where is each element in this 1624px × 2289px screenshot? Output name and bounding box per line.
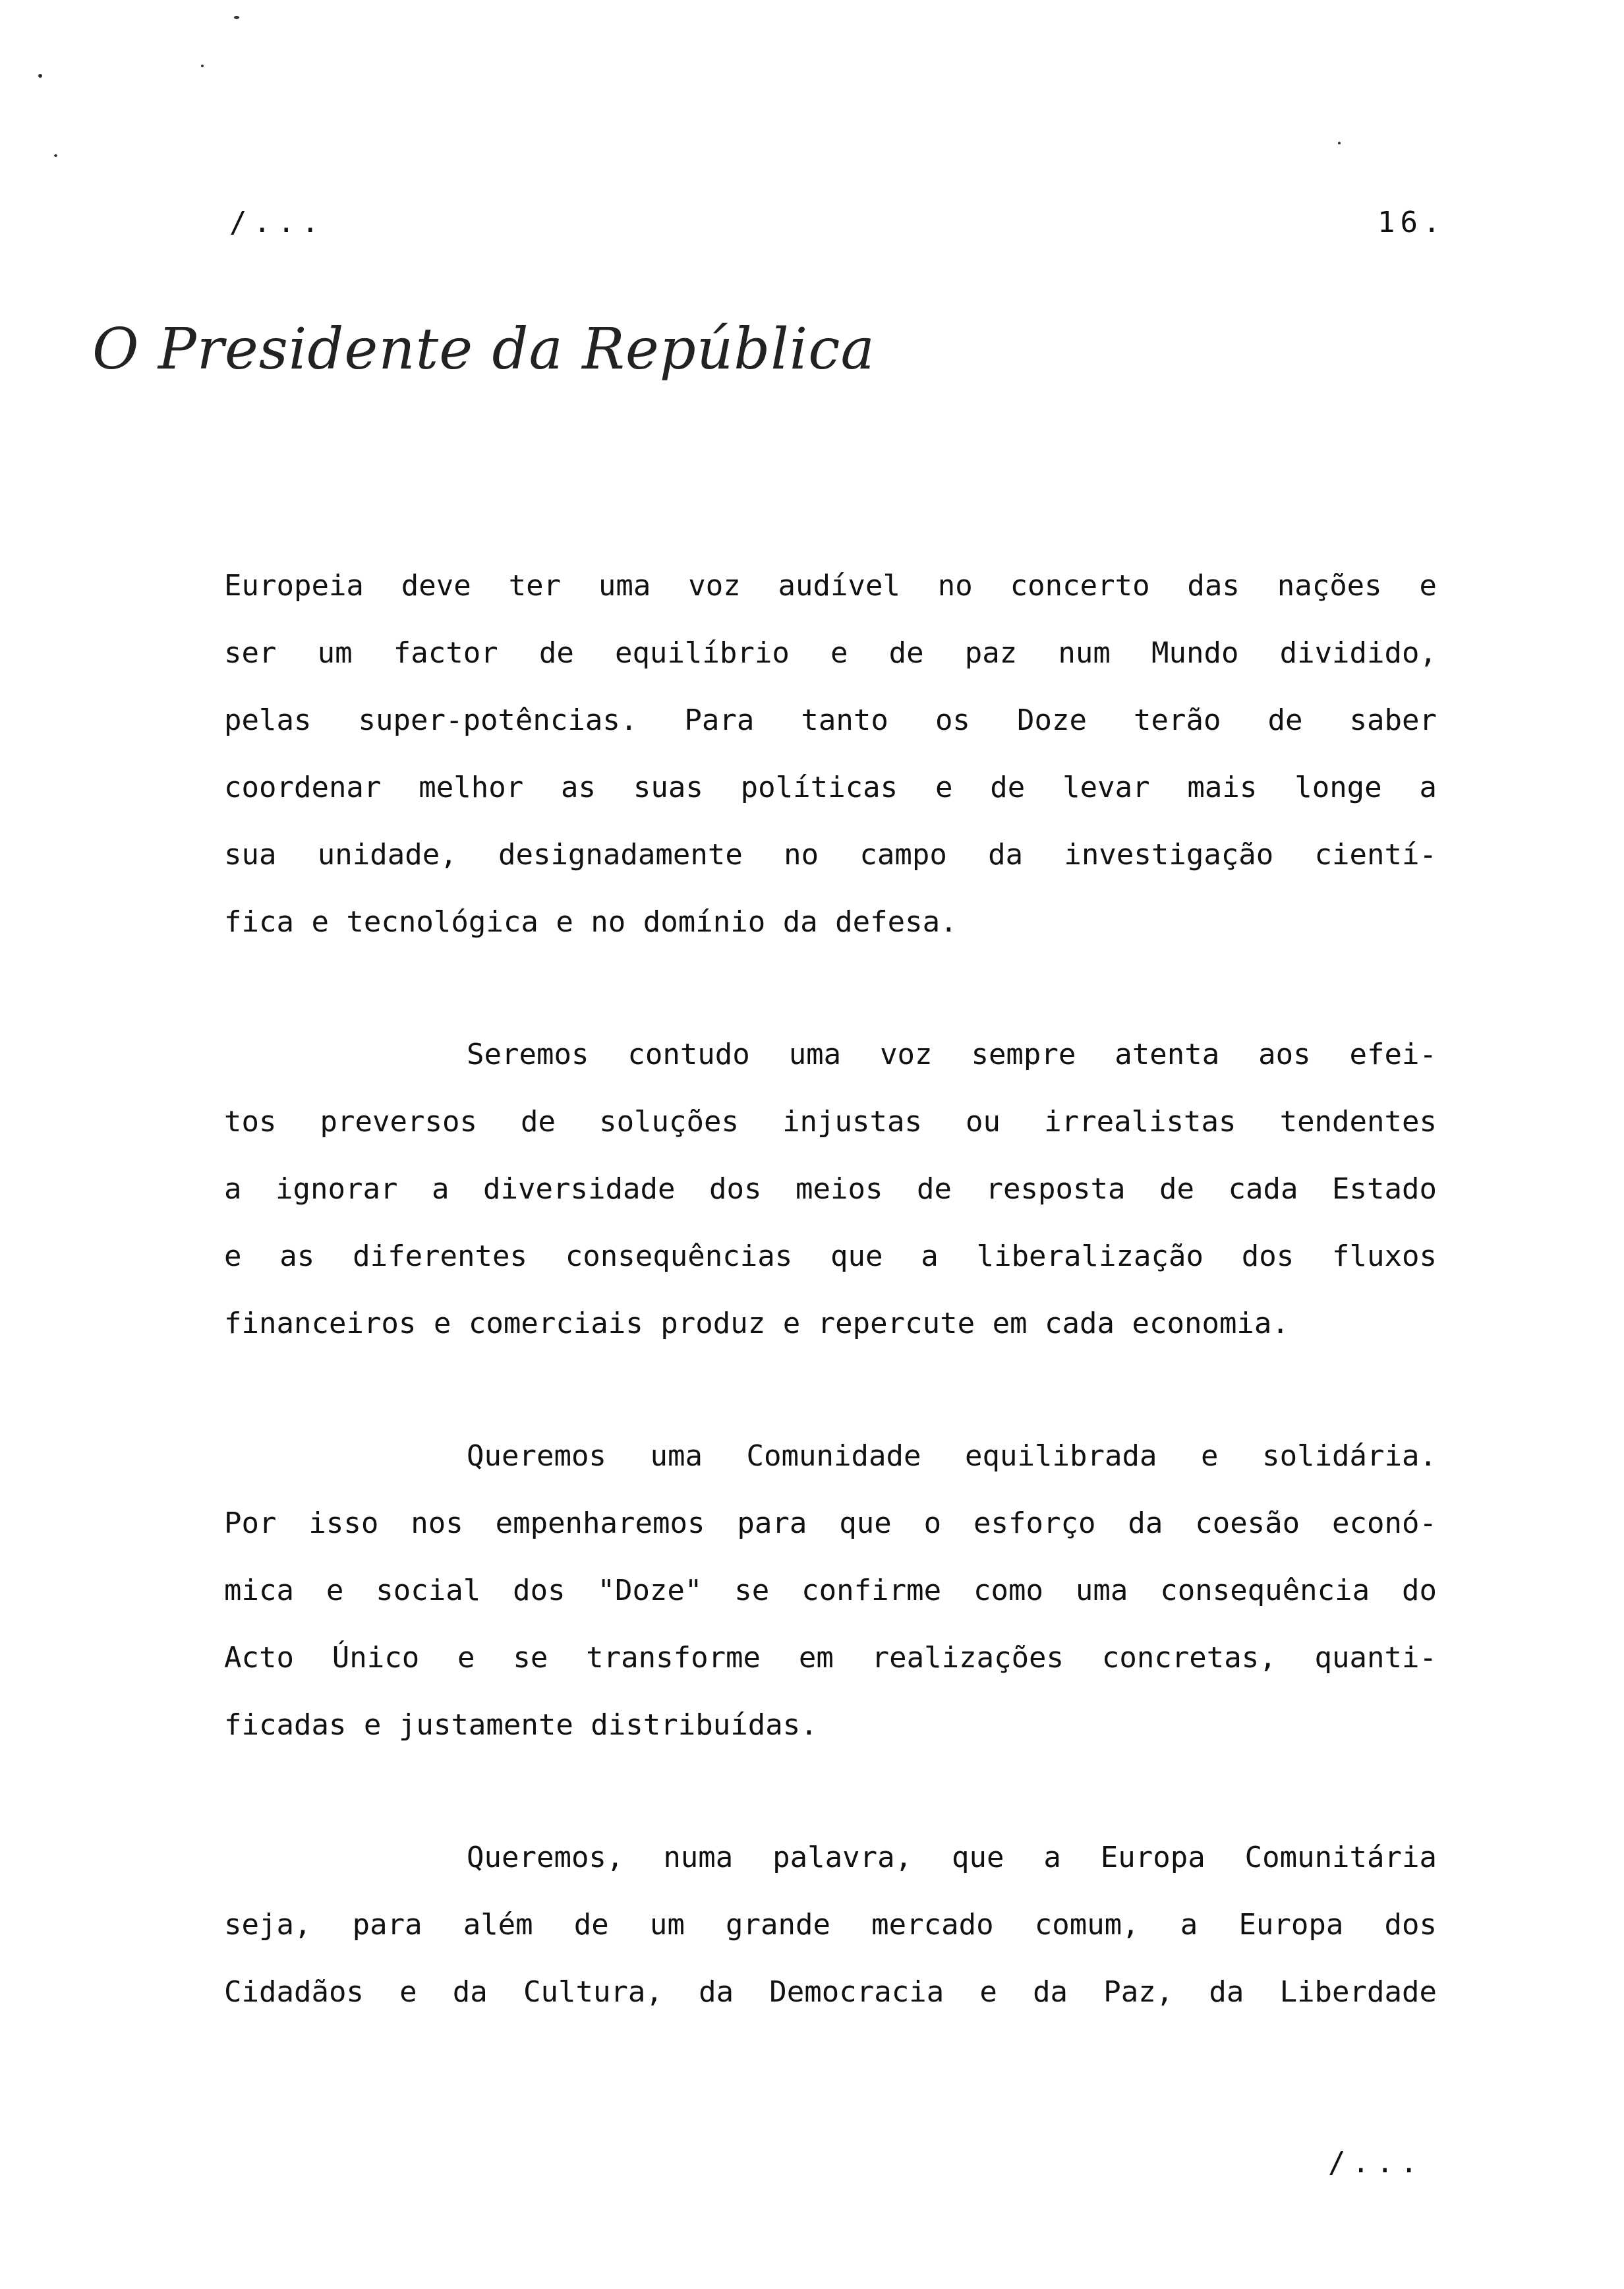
paragraph-3 (224, 1423, 1437, 1759)
text-line: sua unidade, designadamente no campo da investigação cientí- (224, 838, 1437, 872)
text-line: mica e social dos "Doze" se confirme como uma consequência do (224, 1574, 1437, 1607)
text-line: Por isso nos empenharemos para que o esforço da coesão econó- (224, 1506, 1437, 1540)
body-text (224, 552, 1437, 2091)
text-line: e as diferentes consequências que a liberalização dos fluxos (224, 1239, 1437, 1273)
text-line: Seremos contudo uma voz sempre atenta aos efei- (467, 1038, 1437, 1071)
page-number: 16. (1378, 206, 1446, 239)
scan-speck (201, 65, 204, 67)
text-line: seja, para além de um grande mercado comum, a Europa dos (224, 1908, 1437, 1942)
text-line: Cidadãos e da Cultura, da Democracia e da Paz, da Liberdade (224, 1975, 1437, 2009)
text-line: Acto Único e se transforme em realizações concretas, quanti- (224, 1641, 1437, 1675)
paragraph-1 (224, 552, 1437, 956)
scan-speck (234, 16, 239, 19)
text-line: pelas super-potências. Para tanto os Doze terão de saber (224, 703, 1437, 737)
paragraph-4 (224, 1824, 1437, 2026)
scan-speck (1338, 142, 1341, 144)
text-line: tos preversos de soluções injustas ou irrealistas tendentes (224, 1105, 1437, 1139)
scan-speck (38, 74, 42, 78)
text-line: fica e tecnológica e no domínio da defesa. (224, 905, 958, 939)
paragraph-2 (224, 1021, 1437, 1357)
text-line: a ignorar a diversidade dos meios de resposta de cada Estado (224, 1172, 1437, 1206)
text-line: Europeia deve ter uma voz audível no concerto das nações e (224, 569, 1437, 603)
text-line: financeiros e comerciais produz e repercute em cada economia. (224, 1307, 1289, 1340)
continuation-mark-bottom: /... (1328, 2146, 1424, 2180)
letterhead-title: O Presidente da República (92, 316, 875, 382)
text-line: coordenar melhor as suas políticas e de levar mais longe a (224, 771, 1437, 804)
text-line: ficadas e justamente distribuídas. (224, 1708, 818, 1742)
text-line: ser um factor de equilíbrio e de paz num Mundo dividido, (224, 636, 1437, 670)
scan-speck (54, 154, 57, 157)
continuation-mark-top: /... (229, 206, 326, 239)
text-line: Queremos uma Comunidade equilibrada e solidária. (467, 1439, 1437, 1473)
text-line: Queremos, numa palavra, que a Europa Comunitária (467, 1841, 1437, 1874)
